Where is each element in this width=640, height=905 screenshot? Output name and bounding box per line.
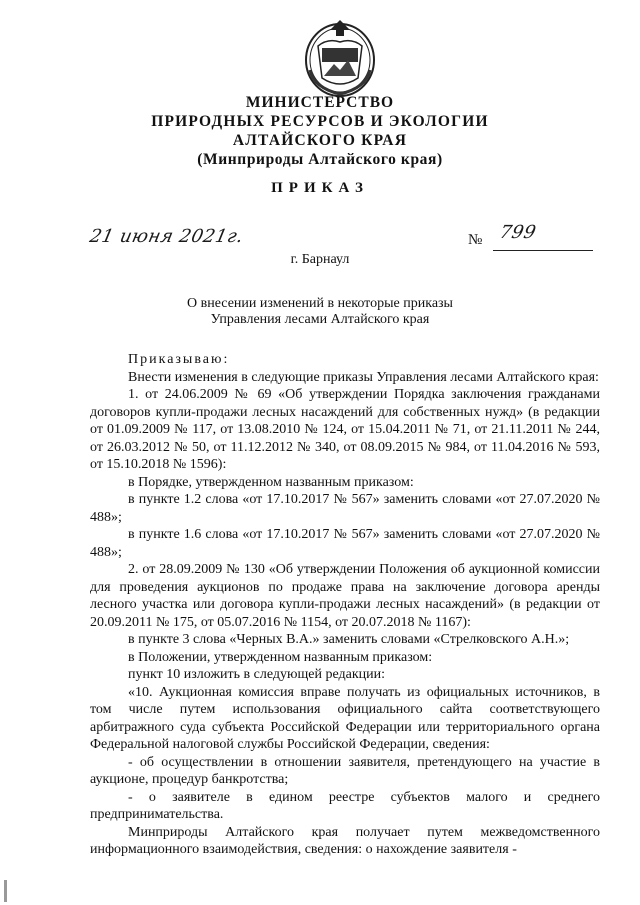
paragraph-bullet: - об осуществлении в отношении заявителя, претендующего на участие в аукционе, процедур банкротства; bbox=[90, 754, 600, 787]
paragraph: Минприроды Алтайского края получает путем межведомственного информационного взаимодействия, сведения: о нахождение заявителя - bbox=[90, 824, 600, 857]
handwritten-order-number: 799 bbox=[497, 222, 539, 243]
ministry-title-line2: ПРИРОДНЫХ РЕСУРСОВ И ЭКОЛОГИИ bbox=[151, 113, 489, 130]
paragraph: в Положении, утвержденном названным приказом: bbox=[128, 649, 433, 665]
paragraph: Внести изменения в следующие приказы Управления лесами Алтайского края: bbox=[128, 369, 599, 385]
order-number-label: № bbox=[468, 232, 483, 248]
city: г. Барнаул bbox=[290, 252, 350, 267]
paragraph-quote: «10. Аукционная комиссия вправе получать из официальных источников, в том числе путем использования официального сайта соответствующего арбитражного суда субъекта Российской Федерации или территориального органа Федеральной налоговой службы Российской Федерации, сведения: bbox=[90, 684, 600, 752]
order-body bbox=[90, 351, 600, 859]
paragraph: в пункте 1.2 слова «от 17.10.2017 № 567» заменить словами «от 27.07.2020 № 488»; bbox=[90, 492, 600, 525]
ministry-title-line3: АЛТАЙСКОГО КРАЯ bbox=[232, 132, 408, 149]
paragraph: пункт 10 изложить в следующей редакции: bbox=[128, 667, 385, 682]
altai-coat-of-arms-emblem bbox=[300, 18, 380, 100]
ministry-title: МИНИСТЕРСТВО bbox=[245, 94, 395, 111]
paragraph-order-intro: Приказываю: bbox=[128, 352, 230, 367]
paragraph-item-2: 2. от 28.09.2009 № 130 «Об утверждении Положения об аукционной комиссии для проведения аукционов по продаже права на заключение договора аренды лесного участка или договора купли-продажи лесных насаждений» (в редакции от 20.09.2011 № 175, от 05.07.2016 № 1154, от 20.07.2018 № 1167): bbox=[90, 562, 600, 630]
ministry-short-name: (Минприроды Алтайского края) bbox=[197, 151, 443, 168]
subject-line-2: Управления лесами Алтайского края bbox=[210, 312, 430, 327]
number-underline bbox=[493, 250, 593, 251]
subject-line-1: О внесении изменений в некоторые приказы bbox=[187, 296, 453, 311]
handwritten-date: 21 июня 2021г. bbox=[87, 226, 246, 247]
paragraph: в пункте 1.6 слова «от 17.10.2017 № 567» заменить словами «от 27.07.2020 № 488»; bbox=[90, 527, 600, 560]
order-title: ПРИКАЗ bbox=[271, 180, 369, 196]
paragraph: в пункте 3 слова «Черных В.А.» заменить словами «Стрелковского А.Н.»; bbox=[128, 632, 570, 647]
scan-margin-mark bbox=[4, 880, 7, 902]
paragraph: в Порядке, утвержденном названным приказом: bbox=[128, 474, 414, 490]
order-subject bbox=[0, 296, 640, 328]
paragraph-bullet: - о заявителе в едином реестре субъектов малого и среднего предпринимательства. bbox=[90, 789, 600, 822]
paragraph-item-1: 1. от 24.06.2009 № 69 «Об утверждении Порядка заключения гражданами договоров купли-продажи лесных насаждений для собственных нужд» (в редакции от 01.09.2009 № 117, от 13.08.2010 № 124, от 15.04.2011 № 71, от 21.11.2011 № 244, от 26.03.2012 № 50, от 11.12.2012 № 340, от 08.09.2015 № 984, от 11.04.2016 № 593, от 15.10.2018 № 1596): bbox=[90, 387, 600, 472]
